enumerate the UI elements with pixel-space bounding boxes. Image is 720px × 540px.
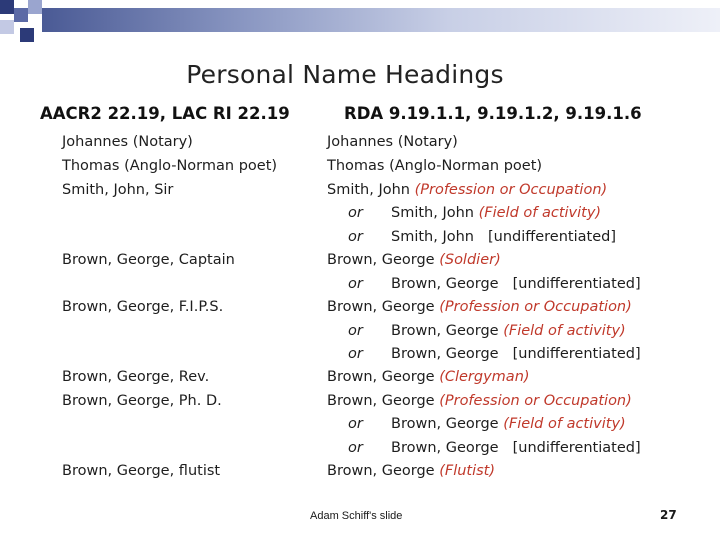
rda-name-text [327,393,632,409]
aacr2-heading-line: Smith, John, Sir [62,182,174,198]
rda-name: Johannes (Notary) [327,134,458,150]
rda-name: Smith, John [327,182,415,198]
rda-name-text [391,276,641,292]
rda-name: Thomas (Anglo-Norman poet) [327,158,543,174]
rda-name-text [327,369,530,385]
rda-qualifier: (Field of activity) [478,205,602,221]
rda-name: Brown, George [327,299,440,315]
rda-name-text [391,416,626,432]
aacr2-heading-line: Brown, George, Rev. [62,369,210,385]
rda-name: Brown, George [391,440,499,456]
rda-name-text [391,323,626,339]
aacr2-heading-line: Brown, George, flutist [62,463,221,479]
undifferentiated-note: [undifferentiated] [512,276,641,292]
corner-square-decoration [0,20,14,34]
rda-qualifier: (Field of activity) [503,416,626,432]
aacr2-heading-line: Brown, George, Ph. D. [62,393,222,409]
rda-name-text [327,134,458,150]
rda-name-text [327,252,501,268]
rda-name-text [327,182,607,198]
rda-name-text [391,346,641,362]
page-title: Personal Name Headings [186,60,504,89]
aacr2-heading-line: Thomas (Anglo-Norman poet) [62,158,278,174]
or-label: or [348,346,363,362]
rda-name: Brown, George [327,463,440,479]
rda-qualifier: (Soldier) [439,252,501,268]
or-label: or [348,229,363,245]
rda-heading: RDA 9.19.1.1, 9.19.1.2, 9.19.1.6 [344,104,642,123]
aacr2-heading-line: Brown, George, F.I.P.S. [62,299,224,315]
rda-name: Smith, John [391,205,479,221]
rda-name: Brown, George [327,252,440,268]
rda-name-text [327,299,632,315]
aacr2-heading-line: Brown, George, Captain [62,252,235,268]
banner-gradient [42,8,720,32]
aacr2-heading: AACR2 22.19, LAC RI 22.19 [40,104,290,123]
rda-qualifier: (Profession or Occupation) [414,182,608,198]
corner-square-decoration [28,0,42,14]
rda-name: Brown, George [391,323,504,339]
rda-name: Brown, George [391,416,504,432]
rda-name-text [327,463,495,479]
rda-name: Brown, George [391,346,499,362]
aacr2-heading-line: Johannes (Notary) [62,134,193,150]
or-label: or [348,323,363,339]
corner-square-decoration [14,8,28,22]
slide-footer: Adam Schiff's slide [310,510,403,522]
rda-name-text [391,440,641,456]
rda-name-text [391,205,601,221]
undifferentiated-note: [undifferentiated] [512,440,641,456]
undifferentiated-note: [undifferentiated] [512,346,641,362]
rda-name: Brown, George [327,393,440,409]
rda-name: Brown, George [327,369,440,385]
rda-name-text [391,229,616,245]
or-label: or [348,205,363,221]
rda-qualifier: (Profession or Occupation) [439,299,632,315]
rda-qualifier: (Field of activity) [503,323,626,339]
or-label: or [348,276,363,292]
rda-qualifier: (Profession or Occupation) [439,393,632,409]
rda-name: Smith, John [391,229,474,245]
corner-square-decoration [0,0,14,14]
rda-qualifier: (Flutist) [439,463,496,479]
or-label: or [348,440,363,456]
undifferentiated-note: [undifferentiated] [487,229,616,245]
corner-square-decoration [20,28,34,42]
page-number: 27 [660,508,677,522]
rda-name: Brown, George [391,276,499,292]
slide-banner [0,0,720,46]
rda-name-text [327,158,542,174]
rda-qualifier: (Clergyman) [439,369,530,385]
or-label: or [348,416,363,432]
